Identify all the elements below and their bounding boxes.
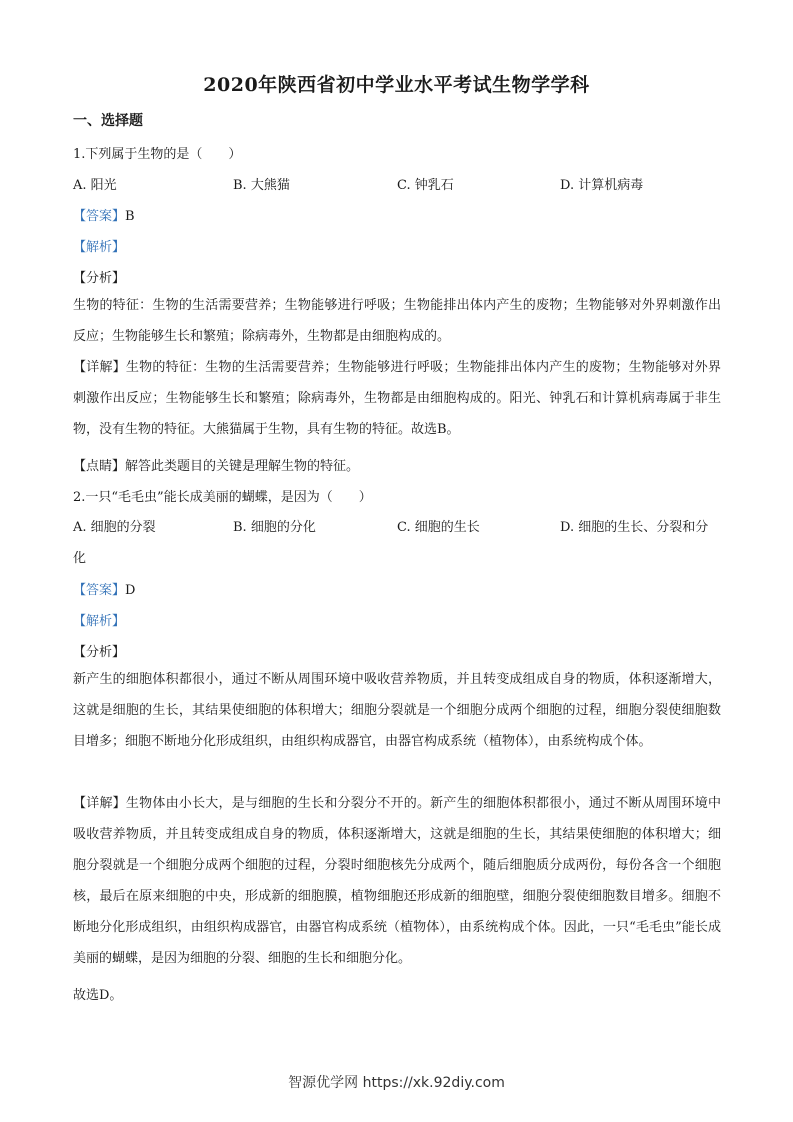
q1-comment-tag: 【点睛】 bbox=[73, 459, 126, 474]
q2-option-b: B. 细胞的分化 bbox=[233, 520, 316, 535]
q2-analysis-tag: 【解析】 bbox=[73, 614, 126, 629]
q1-detail bbox=[73, 352, 721, 445]
q2-detail-text: 生物体由小长大，是与细胞的生长和分裂分不开的。新产生的细胞体积都很小，通过不断从周围环境中吸收营养物质，并且转变成组成自身的物质，体积逐渐增大，这就是细胞的生长，其结果使细胞的体积增大；细胞分裂就是一个细胞分成两个细胞的过程，分裂时细胞核先分成两个，随后细胞质分成两份，每份各含一个细胞核，最后在原来细胞的中央，形成新的细胞膜，植物细胞还形成新的细胞壁，细胞分裂使细胞数目增多。细胞不断地分化形成组织，由组织构成器官，由器官构成系统（植物体），由系统构成个体。因此，一只“毛毛虫”能长成美丽的蝴蝶，是因为细胞的分裂、细胞的生长和细胞分化。 bbox=[73, 796, 721, 966]
q1-answer-tag: 【答案】 bbox=[73, 209, 126, 224]
question-2: 2.一只“毛毛虫”能长成美丽的蝴蝶，是因为（ ） bbox=[73, 490, 372, 505]
q1-option-c: C. 钟乳石 bbox=[397, 178, 454, 193]
q1-fenxi-tag: 【分析】 bbox=[73, 271, 126, 286]
q1-analysis-tag: 【解析】 bbox=[73, 240, 126, 255]
q2-answer-tag: 【答案】 bbox=[73, 583, 126, 598]
q1-detail-tag: 【详解】 bbox=[73, 360, 126, 375]
q1-fenxi-text: 生物的特征：生物的生活需要营养；生物能够进行呼吸；生物能排出体内产生的废物；生物能够对外界刺激作出反应；生物能够生长和繁殖；除病毒外，生物都是由细胞构成的。 bbox=[73, 298, 721, 344]
q2-detail-tag: 【详解】 bbox=[73, 796, 126, 811]
q2-option-d: D. 细胞的生长、分裂和分 bbox=[560, 520, 709, 535]
q1-detail-text: 生物的特征：生物的生活需要营养；生物能够进行呼吸；生物能排出体内产生的废物；生物能够对外界刺激作出反应；生物能够生长和繁殖；除病毒外，生物都是由细胞构成的。阳光、钟乳石和计算机病毒属于非生物，没有生物的特征。大熊猫属于生物，具有生物的特征。故选B。 bbox=[73, 360, 721, 437]
q1-comment bbox=[73, 455, 359, 474]
q2-answer bbox=[73, 579, 135, 598]
q2-fenxi-tag: 【分析】 bbox=[73, 645, 126, 660]
page-title: 2020年陕西省初中学业水平考试生物学学科 bbox=[203, 74, 590, 96]
footer-watermark: 智源优学网 https://xk.92diy.com bbox=[288, 1075, 505, 1091]
question-2-options bbox=[73, 516, 723, 536]
section-heading: 一、选择题 bbox=[73, 113, 143, 129]
question-1: 1.下列属于生物的是（ ） bbox=[73, 147, 242, 162]
q2-detail bbox=[73, 788, 721, 974]
q2-option-wrap: 化 bbox=[73, 551, 87, 566]
q1-answer-value: B bbox=[125, 209, 135, 224]
q1-comment-text: 解答此类题目的关键是理解生物的特征。 bbox=[125, 459, 360, 474]
q2-option-c: C. 细胞的生长 bbox=[397, 520, 480, 535]
q1-option-a: A. 阳光 bbox=[73, 178, 117, 193]
question-1-options bbox=[73, 174, 723, 194]
q1-option-b: B. 大熊猫 bbox=[233, 178, 290, 193]
q1-option-d: D. 计算机病毒 bbox=[560, 178, 644, 193]
q2-conclusion: 故选D。 bbox=[73, 988, 123, 1003]
q1-answer bbox=[73, 205, 135, 224]
q2-option-a: A. 细胞的分裂 bbox=[73, 520, 156, 535]
q2-answer-value: D bbox=[125, 583, 136, 598]
q2-fenxi-text: 新产生的细胞体积都很小，通过不断从周围环境中吸收营养物质，并且转变成组成自身的物质，体积逐渐增大，这就是细胞的生长，其结果使细胞的体积增大；细胞分裂就是一个细胞分成两个细胞的过程，细胞分裂使细胞数目增多；细胞不断地分化形成组织，由组织构成器官，由器官构成系统（植物体），由系统构成个体。 bbox=[73, 672, 721, 749]
